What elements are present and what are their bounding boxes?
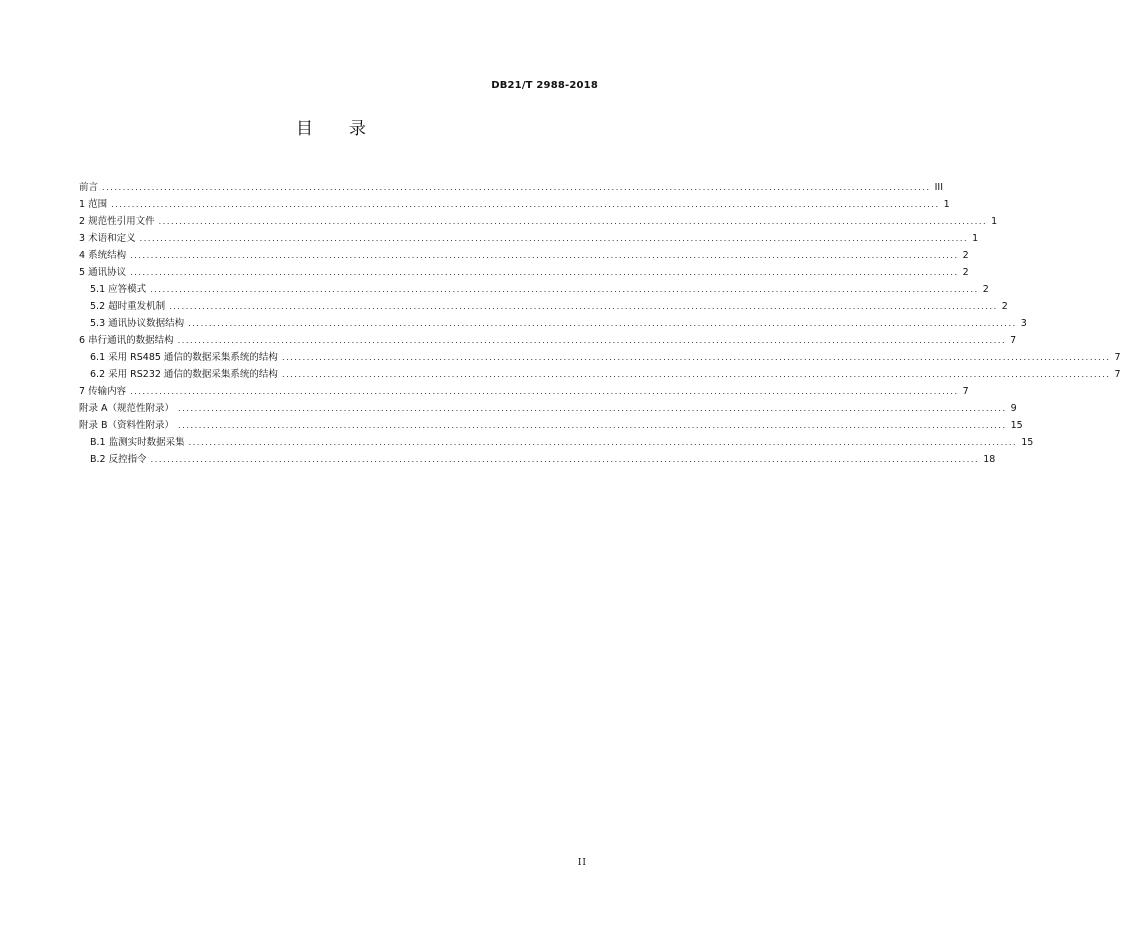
toc-leader-dots: ........................................................................................................................................................................................................ [130,268,959,277]
toc-leader-dots: ........................................................................................................................................................................................................ [150,455,980,464]
toc-entry-page: III [934,182,944,193]
toc-entry[interactable] [79,400,1017,417]
toc-entry[interactable] [79,213,998,230]
toc-leader-dots: ........................................................................................................................................................................................................ [178,421,1007,430]
toc-entry-label: 5.1 应答模式 [90,284,147,295]
toc-entry-label: 4 系统结构 [79,250,127,261]
toc-entry[interactable] [79,434,1034,451]
toc-entry[interactable] [79,349,1121,366]
toc-entry-label: 附录 A（规范性附录） [79,403,175,414]
toc-entry-label: 前言 [79,182,99,193]
toc-leader-dots: ........................................................................................................................................................................................................ [178,404,1007,413]
toc-entry-page: 2 [982,284,989,295]
toc-leader-dots: ........................................................................................................................................................................................................ [158,217,988,226]
page-number: II [577,858,587,868]
toc-entry-label: 6 串行通讯的数据结构 [79,335,174,346]
toc-entry-page: 15 [1010,420,1023,431]
toc-title [0,114,662,139]
toc-leader-dots: ........................................................................................................................................................................................................ [188,319,1017,328]
toc-title-right: 录 [349,119,366,139]
toc-entry-page: 1 [991,216,998,227]
toc-entry-label: 6.2 采用 RS232 通信的数据采集系统的结构 [90,369,278,380]
toc-title-left: 目 [296,119,313,139]
document-code: DB21/T 2988-2018 [491,80,598,91]
toc-leader-dots: ........................................................................................................................................................................................................ [111,200,940,209]
toc-entry-label: 附录 B（资料性附录） [79,420,175,431]
toc-entry-page: 2 [1001,301,1008,312]
toc-entry[interactable] [79,179,944,196]
toc-entry[interactable] [79,332,1017,349]
toc-entry[interactable] [79,247,969,264]
toc-entry[interactable] [79,264,969,281]
toc-entry-label: 2 规范性引用文件 [79,216,155,227]
toc-entry-label: 5 通讯协议 [79,267,127,278]
toc-leader-dots: ........................................................................................................................................................................................................ [102,183,931,192]
toc-leader-dots: ........................................................................................................................................................................................................ [150,285,979,294]
toc-entry-page: 1 [943,199,950,210]
toc-entry-label: 5.3 通讯协议数据结构 [90,318,185,329]
toc-entry[interactable] [79,298,1008,315]
toc-entry-page: 2 [962,250,969,261]
toc-entry-page: 15 [1021,437,1034,448]
toc-entry-page: 2 [962,267,969,278]
toc-entry-page: 7 [1114,352,1121,363]
toc-entry[interactable] [79,366,1121,383]
toc-leader-dots: ........................................................................................................................................................................................................ [188,438,1018,447]
toc-entry[interactable] [79,281,989,298]
toc-entry-label: B.2 反控指令 [90,454,147,465]
toc-entry-page: 7 [1010,335,1017,346]
toc-entry-label: B.1 监测实时数据采集 [90,437,185,448]
toc-entry-label: 3 术语和定义 [79,233,136,244]
toc-entry[interactable] [79,315,1027,332]
toc-entry-page: 9 [1010,403,1017,414]
toc-entry-label: 5.2 超时重发机制 [90,301,166,312]
toc-entry[interactable] [79,417,1023,434]
toc-entry-label: 6.1 采用 RS485 通信的数据采集系统的结构 [90,352,278,363]
toc-entry-page: 7 [1114,369,1121,380]
toc-entry[interactable] [79,383,969,400]
toc-entry-label: 1 范围 [79,199,108,210]
toc-leader-dots: ........................................................................................................................................................................................................ [177,336,1007,345]
toc-leader-dots: ........................................................................................................................................................................................................ [281,370,1111,379]
toc-leader-dots: ........................................................................................................................................................................................................ [130,387,959,396]
toc-entry-page: 7 [962,386,969,397]
toc-leader-dots: ........................................................................................................................................................................................................ [139,234,969,243]
toc-entry-label: 7 传输内容 [79,386,127,397]
toc-entry-page: 18 [983,454,996,465]
toc-entry-page: 3 [1020,318,1027,329]
toc-entry[interactable] [79,196,950,213]
toc-entry[interactable] [79,230,979,247]
toc-leader-dots: ........................................................................................................................................................................................................ [130,251,959,260]
toc-entry[interactable] [79,451,996,468]
toc-entry-page: 1 [972,233,979,244]
toc-leader-dots: ........................................................................................................................................................................................................ [281,353,1111,362]
toc-list [79,179,1121,468]
toc-leader-dots: ........................................................................................................................................................................................................ [169,302,998,311]
